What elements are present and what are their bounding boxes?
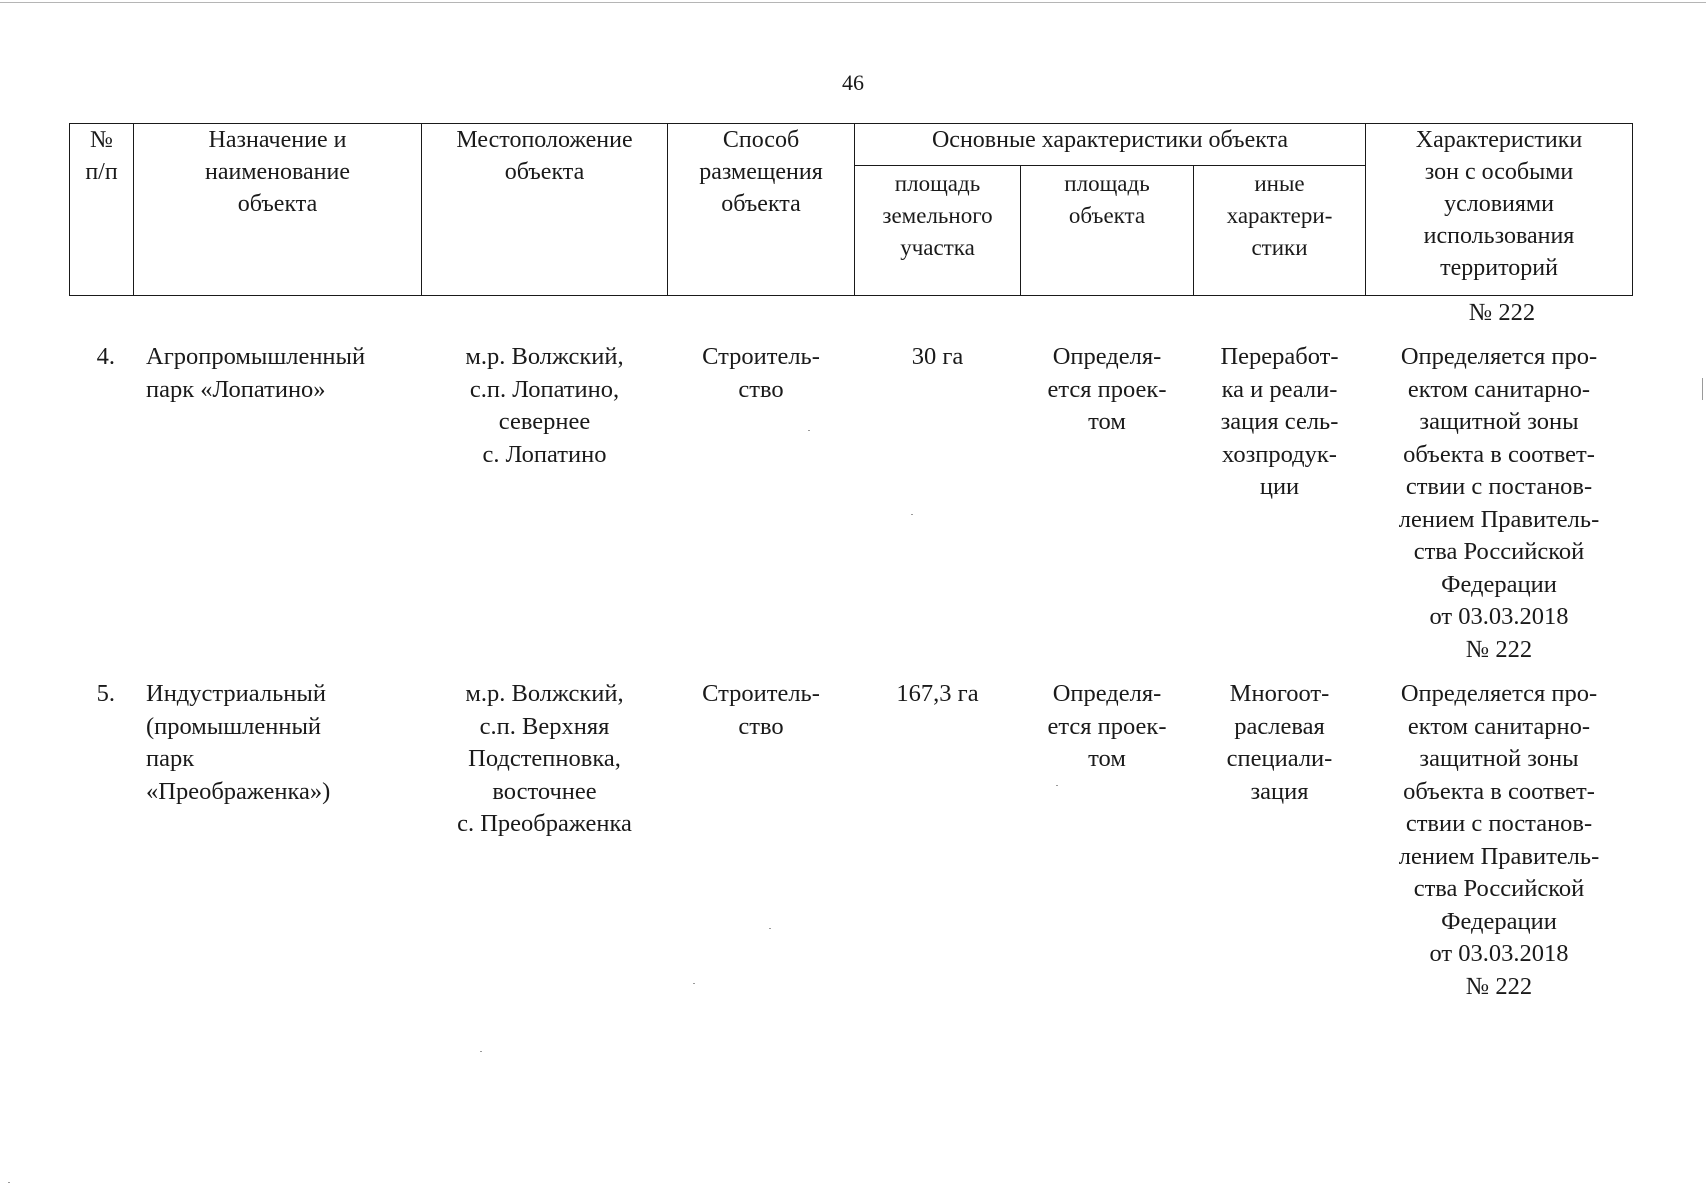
header-name: Назначение и наименование объекта [204, 127, 351, 217]
object-location: м.р. Волжский, с.п. Лопатино, севернее с. Лопатино [465, 343, 624, 468]
row-number: 5. [96, 680, 115, 707]
header-num: № п/п [85, 127, 118, 185]
header-bottom-border [69, 295, 1633, 296]
scan-speck [808, 430, 810, 431]
object-location: м.р. Волжский, с.п. Верхняя Подстепновка, восточнее с. Преображенка [457, 680, 632, 837]
scan-speck [769, 928, 771, 929]
header-main-characteristics: Основные характеристики объекта [931, 127, 1289, 153]
placement-method: Строитель- ство [702, 343, 820, 403]
header-group-divider [854, 165, 1366, 166]
header-col-line [1632, 123, 1633, 296]
header-zones: Характеристики зон с особыми условиями использования территорий [1415, 127, 1583, 281]
header-other-characteristics: иные характери- стики [1226, 171, 1333, 260]
scan-speck [911, 514, 913, 515]
object-area: Определя- ется проек- том [1047, 343, 1167, 435]
scan-edge-mark [1702, 378, 1703, 400]
carryover-text: № 222 [1468, 299, 1536, 326]
row-number: 4. [96, 343, 115, 370]
scan-speck [693, 983, 695, 984]
scan-speck [1056, 785, 1058, 786]
placement-method: Строитель- ство [702, 680, 820, 740]
object-area: Определя- ется проек- том [1047, 680, 1167, 772]
object-name: Индустриальный (промышленный парк «Преображенка») [146, 680, 331, 805]
zone-characteristics: Определяется про- ектом санитарно- защитной зоны объекта в соответ- ствии с постанов- лением Правитель- ства Российской Федерации от 03.03.2018 № 222 [1398, 343, 1600, 663]
page-number: 46 [842, 70, 864, 95]
header-location: Местоположение объекта [456, 127, 633, 185]
other-characteristics: Переработ- ка и реали- зация сель- хозпродук- ции [1220, 343, 1339, 500]
scan-speck [8, 1182, 10, 1183]
header-land-area: площадь земельного участка [882, 171, 993, 260]
land-area: 167,3 га [896, 680, 979, 707]
zone-characteristics: Определяется про- ектом санитарно- защитной зоны объекта в соответ- ствии с постанов- лением Правитель- ства Российской Федерации от 03.03.2018 № 222 [1398, 680, 1600, 1000]
scan-speck [480, 1051, 482, 1052]
top-scan-rule [0, 2, 1706, 3]
header-object-area: площадь объекта [1064, 171, 1150, 228]
header-method: Способ размещения объекта [699, 127, 823, 217]
other-characteristics: Многоот- раслевая специали- зация [1226, 680, 1333, 805]
object-name: Агропромышленный парк «Лопатино» [146, 343, 366, 403]
land-area: 30 га [911, 343, 964, 370]
